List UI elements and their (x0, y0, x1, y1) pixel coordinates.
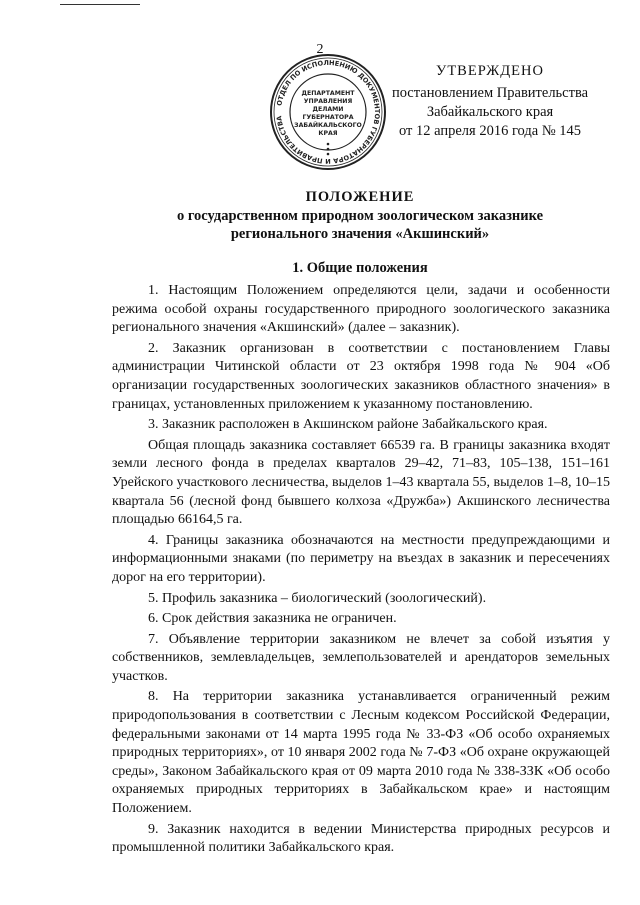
approval-line-3: от 12 апреля 2016 года № 145 (398, 123, 582, 139)
paragraph-3-area: Общая площадь заказника составляет 66539 га. В границы заказника входят земли лесного фонда в пределах кварталов 29–42, 71–83, 105–138, 151–161 Урейского участкового лесничества, выделов 1–43 квартала 55, выделов 1–8, 10–15 квартала 56 (лесной фонд бывшего колхоза «Дружба») Акшинского лесничества площадью 66164,5 га. (112, 437, 610, 528)
approval-line-2: Забайкальского края (426, 104, 554, 120)
official-seal-stamp (268, 52, 388, 172)
paragraph-9: 9. Заказник находится в ведении Министерства природных ресурсов и промышленной политики Забайкальского края. (112, 821, 610, 856)
top-rule (60, 4, 140, 5)
approval-block (380, 62, 600, 141)
paragraph-3: 3. Заказник расположен в Акшинском районе Забайкальского края. (148, 417, 548, 433)
page-number: 2 (316, 42, 324, 57)
svg-text:ДЕПАРТАМЕНТ: ДЕПАРТАМЕНТ (301, 90, 355, 97)
approval-title: УТВЕРЖДЕНО (436, 63, 544, 79)
svg-text:ЗАБАЙКАЛЬСКОГО: ЗАБАЙКАЛЬСКОГО (294, 122, 362, 129)
document-body (112, 282, 610, 860)
document-title (100, 188, 620, 244)
paragraph-2: 2. Заказник организован в соответствии с постановлением Главы администрации Читинской области от 23 октября 1998 года № 904 «Об организации государственных зоологических заказников областного значения» в границах, установленных приложением к указанному постановлению. (112, 340, 610, 412)
svg-text:ГУБЕРНАТОРА: ГУБЕРНАТОРА (302, 114, 354, 121)
svg-text:КРАЯ: КРАЯ (318, 130, 338, 137)
svg-text:ОТДЕЛ ПО ИСПОЛНЕНИЮ ДОКУМЕНТОВ: ОТДЕЛ ПО ИСПОЛНЕНИЮ ДОКУМЕНТОВ ГУБЕРНАТОРА И ПРАВИТЕЛЬСТВА (275, 58, 382, 166)
paragraph-7: 7. Объявление территории заказником не влечет за собой изъятия у собственников, землевладельцев, землепользователей и арендаторов земельных участков. (112, 631, 610, 684)
paragraph-8: 8. На территории заказника устанавливается ограниченный режим природопользования в соответствии с Лесным кодексом Российской Федерации, федеральными законами от 14 марта 1995 года № 33-ФЗ «Об особо охраняемых природных территориях», от 10 января 2002 года № 7-ФЗ «Об охране окружающей среды», Законом Забайкальского края от 09 марта 2010 года № 338-ЗЗК «Об особо охраняемых природных территориях в Забайкальском крае» и настоящим Положением. (112, 689, 610, 817)
paragraph-1: 1. Настоящим Положением определяются цели, задачи и особенности режима особой охраны государственного природного зоологического заказника регионального значения «Акшинский» (далее – заказник). (112, 283, 610, 336)
title-line-1: ПОЛОЖЕНИЕ (305, 189, 415, 205)
title-line-2: о государственном природном зоологическом заказнике (176, 207, 544, 224)
approval-line-1: постановлением Правительства (391, 85, 589, 101)
svg-text:ДЕЛАМИ: ДЕЛАМИ (312, 106, 344, 113)
paragraph-4: 4. Границы заказника обозначаются на местности предупреждающими и информационными знаками (по периметру на въездах в заказник и пересечениях дорог на его территории). (112, 532, 610, 585)
paragraph-5: 5. Профиль заказника – биологический (зоологический). (148, 590, 487, 606)
section-heading: 1. Общие положения (292, 260, 428, 276)
paragraph-6: 6. Срок действия заказника не ограничен. (148, 611, 397, 627)
svg-text:УПРАВЛЕНИЯ: УПРАВЛЕНИЯ (303, 98, 353, 105)
title-line-3: регионального значения «Акшинский» (230, 226, 490, 242)
